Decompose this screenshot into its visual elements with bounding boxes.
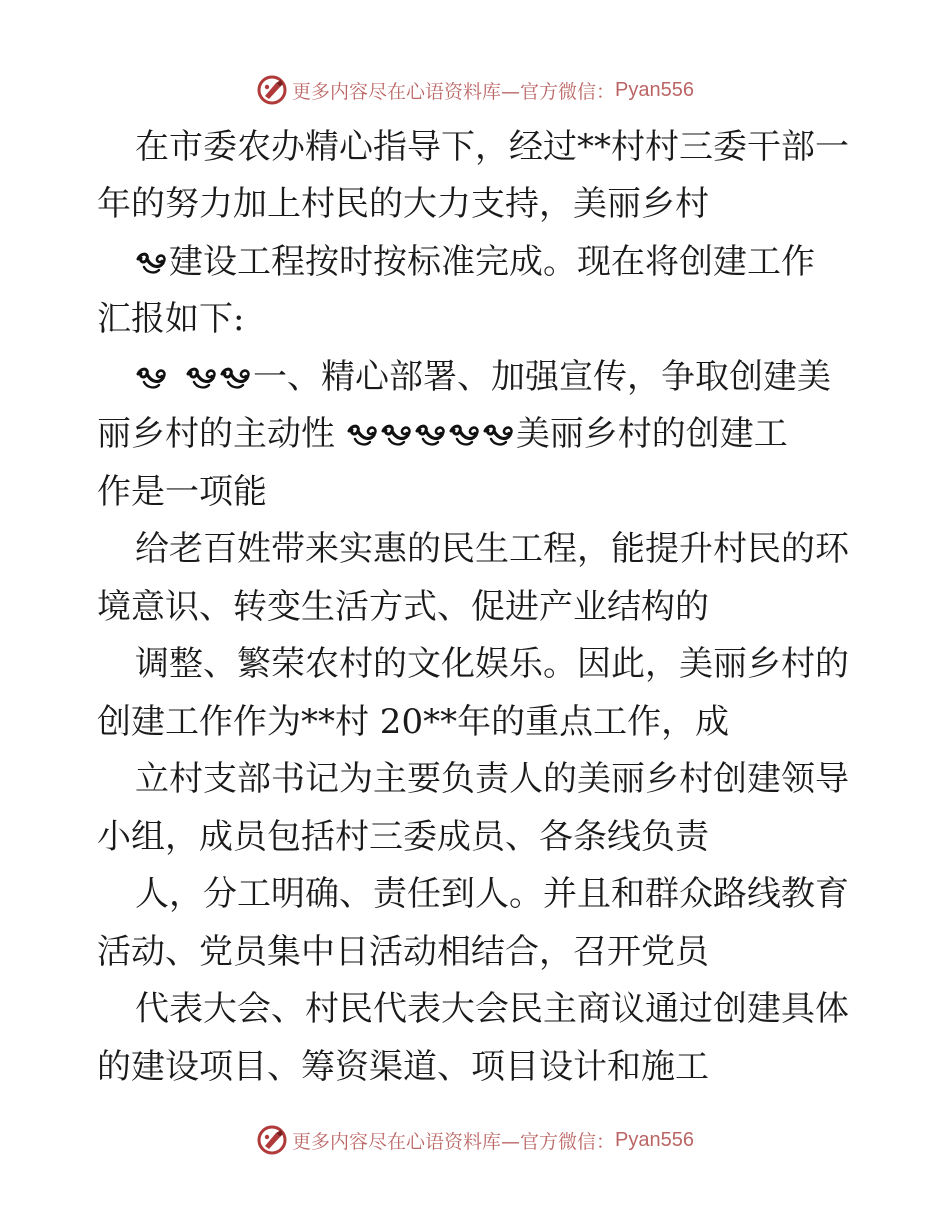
ornament-icon bbox=[448, 421, 482, 449]
brand-logo-icon bbox=[256, 74, 288, 106]
body-line: 小组，成员包括村三委成员、各条线负责 bbox=[97, 817, 709, 857]
body-line: 立村支部书记为主要负责人的美丽乡村创建领导 bbox=[135, 759, 849, 799]
banner-wechat-id: Pyan556 bbox=[615, 1128, 694, 1151]
body-line: 建设工程按时按标准完成。现在将创建工作 bbox=[135, 242, 815, 282]
ornament-icon bbox=[380, 421, 414, 449]
brand-logo-icon bbox=[256, 1124, 288, 1156]
body-line: 境意识、转变生活方式、促进产业结构的 bbox=[97, 587, 709, 627]
banner-text: 更多内容尽在心语资料库—官方微信： bbox=[292, 80, 616, 103]
body-line: 汇报如下: bbox=[97, 299, 245, 339]
body-line: 的建设项目、筹资渠道、项目设计和施工 bbox=[97, 1047, 709, 1087]
ornament-icon bbox=[414, 421, 448, 449]
ornament-icon bbox=[135, 249, 169, 277]
watermark-banner-top bbox=[0, 70, 950, 110]
banner-text: 更多内容尽在心语资料库—官方微信： bbox=[292, 1130, 616, 1153]
heading-line: 丽乡村的主动性 美丽乡村的创建工 bbox=[97, 414, 788, 454]
body-line: 创建工作作为**村 20**年的重点工作，成 bbox=[97, 702, 730, 742]
body-line: 在市委农办精心指导下，经过**村村三委干部一 bbox=[135, 127, 849, 167]
body-line: 人，分工明确、责任到人。并且和群众路线教育 bbox=[135, 874, 849, 914]
body-line: 年的努力加上村民的大力支持，美丽乡村 bbox=[97, 184, 709, 224]
body-line: 代表大会、村民代表大会民主商议通过创建具体 bbox=[135, 989, 849, 1029]
ornament-icon bbox=[346, 421, 380, 449]
banner-wechat-id: Pyan556 bbox=[615, 78, 694, 101]
heading-line: 一、精心部署、加强宣传，争取创建美 bbox=[135, 357, 831, 397]
ornament-icon bbox=[135, 364, 169, 392]
ornament-icon bbox=[185, 364, 219, 392]
ornament-icon bbox=[482, 421, 516, 449]
ornament-icon bbox=[219, 364, 253, 392]
watermark-banner-bottom bbox=[0, 1120, 950, 1160]
body-line: 调整、繁荣农村的文化娱乐。因此，美丽乡村的 bbox=[135, 644, 849, 684]
body-line: 作是一项能 bbox=[97, 472, 267, 512]
body-line: 活动、党员集中日活动相结合，召开党员 bbox=[97, 932, 709, 972]
body-line: 给老百姓带来实惠的民生工程，能提升村民的环 bbox=[135, 529, 849, 569]
